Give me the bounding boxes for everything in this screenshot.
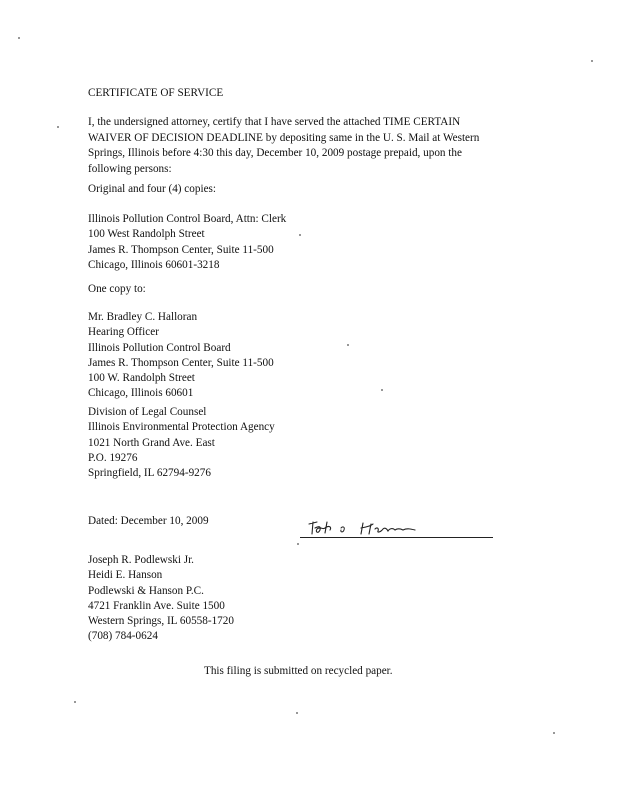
address-line: Springfield, IL 62794-9276 bbox=[88, 467, 211, 480]
scan-speck bbox=[74, 701, 76, 703]
intro-line: WAIVER OF DECISION DEADLINE by depositing same in the U. S. Mail at Western bbox=[88, 131, 480, 144]
scan-speck bbox=[297, 543, 299, 545]
signer-line: Heidi E. Hanson bbox=[88, 569, 163, 582]
address-line: Chicago, Illinois 60601 bbox=[88, 387, 194, 400]
address-line: James R. Thompson Center, Suite 11-500 bbox=[88, 356, 274, 369]
scan-speck bbox=[347, 344, 349, 346]
signer-line: Western Springs, IL 60558-1720 bbox=[88, 615, 234, 628]
signer-block bbox=[88, 553, 234, 645]
signature-line bbox=[300, 537, 493, 538]
scan-speck bbox=[296, 712, 298, 714]
address-line: Chicago, Illinois 60601-3218 bbox=[88, 258, 220, 271]
scan-speck bbox=[553, 732, 555, 734]
address-line: Illinois Pollution Control Board bbox=[88, 341, 231, 354]
intro-line: I, the undersigned attorney, certify that I have served the attached TIME CERTAIN bbox=[88, 116, 461, 128]
recipient-hearing-officer-address bbox=[88, 310, 274, 402]
address-line: P.O. 19276 bbox=[88, 451, 138, 464]
original-copies-label: Original and four (4) copies: bbox=[88, 183, 216, 195]
address-line: Mr. Bradley C. Halloran bbox=[88, 311, 198, 323]
address-line: James R. Thompson Center, Suite 11-500 bbox=[88, 243, 274, 256]
scan-speck bbox=[57, 126, 59, 128]
dated-line: Dated: December 10, 2009 bbox=[88, 515, 209, 527]
address-line: 1021 North Grand Ave. East bbox=[88, 436, 215, 449]
signer-line: 4721 Franklin Ave. Suite 1500 bbox=[88, 599, 225, 612]
scan-speck bbox=[18, 37, 20, 39]
signer-line: Joseph R. Podlewski Jr. bbox=[88, 554, 194, 566]
address-line: Illinois Environmental Protection Agency bbox=[88, 421, 275, 434]
address-line: Hearing Officer bbox=[88, 326, 159, 339]
one-copy-label: One copy to: bbox=[88, 283, 146, 295]
intro-paragraph bbox=[88, 115, 479, 177]
scan-speck bbox=[591, 60, 593, 62]
recycled-paper-footer: This filing is submitted on recycled paper. bbox=[204, 665, 393, 677]
intro-line: following persons: bbox=[88, 162, 172, 175]
signer-line: (708) 784-0624 bbox=[88, 630, 158, 643]
intro-line: Springs, Illinois before 4:30 this day, December 10, 2009 postage prepaid, upon the bbox=[88, 147, 462, 159]
address-line: 100 W. Randolph Street bbox=[88, 372, 195, 385]
recipient-iepa-address bbox=[88, 405, 275, 481]
address-line: Division of Legal Counsel bbox=[88, 406, 207, 418]
address-line: Illinois Pollution Control Board, Attn: Clerk bbox=[88, 213, 287, 225]
recipient-board-address bbox=[88, 212, 286, 273]
signer-line: Podlewski & Hanson P.C. bbox=[88, 584, 204, 597]
document-heading: CERTIFICATE OF SERVICE bbox=[88, 87, 224, 99]
address-line: 100 West Randolph Street bbox=[88, 228, 205, 241]
scan-speck bbox=[299, 234, 301, 236]
scan-speck bbox=[381, 389, 383, 391]
